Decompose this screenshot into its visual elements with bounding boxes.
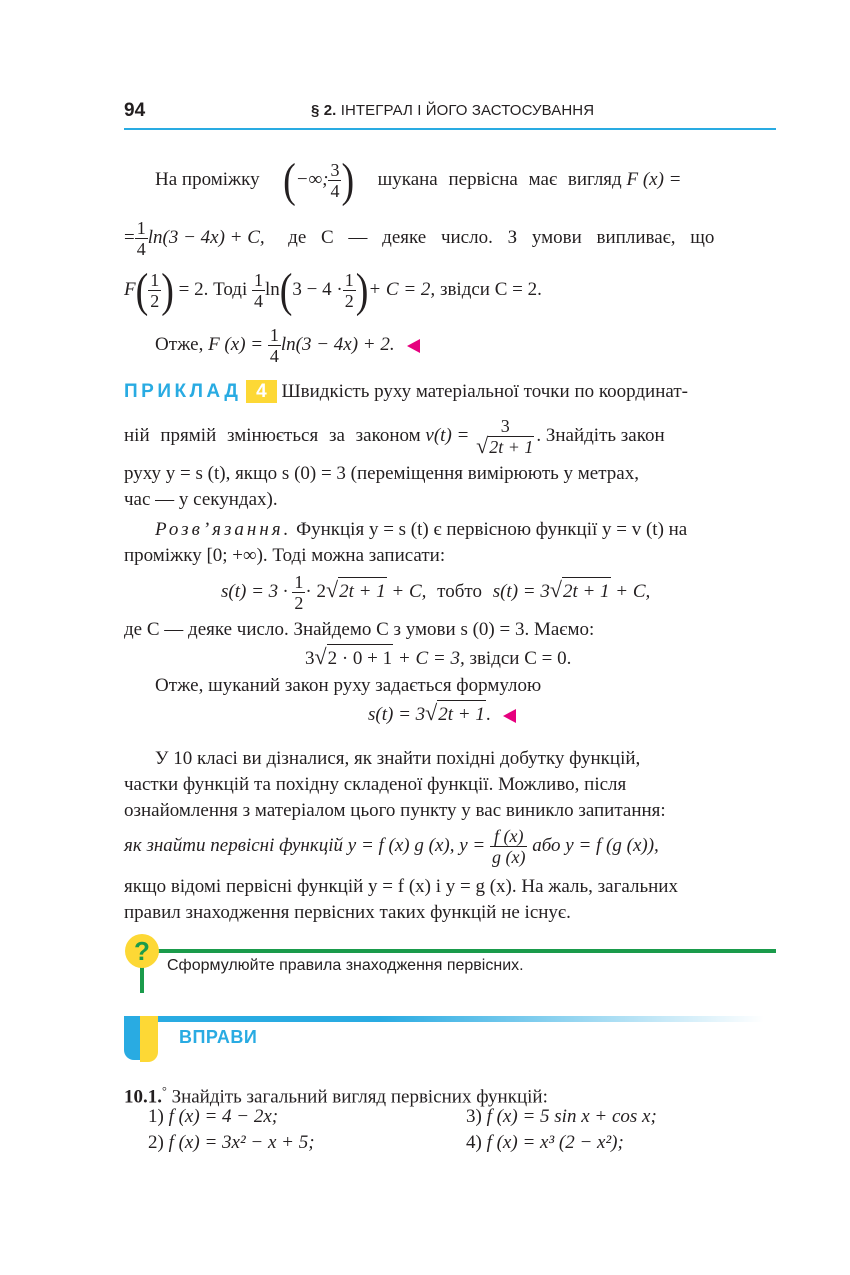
item-number: 3) bbox=[466, 1106, 482, 1127]
formula-part: · 2 bbox=[305, 580, 326, 602]
example-text: Швидкість руху матеріальної точки по координат- bbox=[281, 381, 688, 402]
solution-formula-3 bbox=[368, 699, 668, 729]
discussion-line-2: частки функцій та похідну складеної функції. Можливо, після bbox=[124, 774, 627, 795]
paren-open: ( bbox=[279, 264, 293, 317]
F-of-x: F (x) = bbox=[208, 333, 264, 355]
discussion-line-6: правил знаходження первісних таких функцій не існує. bbox=[124, 902, 571, 923]
example-line-2 bbox=[124, 416, 784, 457]
discussion-line-4 bbox=[124, 826, 784, 867]
discussion-line-3: ознайомлення з матеріалом цього пункту у вас виникло запитання: bbox=[124, 800, 666, 821]
solution-formula-1 bbox=[221, 572, 781, 613]
sqrt-icon: √ bbox=[425, 700, 438, 725]
task-number: 10.1. bbox=[124, 1086, 162, 1108]
solution-formula-2 bbox=[305, 643, 725, 673]
intro-text-c: де C — деяке число. З умови випливає, що bbox=[288, 226, 715, 248]
solution-line-2: проміжку [0; +∞). Тоді можна записати: bbox=[124, 545, 446, 566]
radicand: 2 · 0 + 1 bbox=[327, 644, 394, 673]
sqrt-icon: √ bbox=[314, 644, 327, 669]
formula-part: + C, bbox=[615, 580, 651, 602]
exercise-item bbox=[466, 1129, 624, 1157]
intro-line-1 bbox=[155, 154, 780, 207]
equals-2: = 2. bbox=[178, 278, 209, 300]
page-number: 94 bbox=[124, 100, 146, 121]
formula-part: + C, bbox=[391, 580, 427, 602]
question-rule bbox=[155, 949, 776, 953]
example-text-b: ній прямій змінюється за законом bbox=[124, 424, 421, 446]
exercise-item bbox=[148, 1129, 315, 1157]
inner-expr: 3 − 4 · bbox=[292, 278, 343, 300]
formula-part: s(t) = 3 · bbox=[221, 580, 288, 602]
solution-line-1 bbox=[155, 516, 785, 544]
formula-part: + C = 3, bbox=[397, 648, 465, 669]
then-word: Тоді bbox=[213, 278, 248, 300]
question-part-b: або y = f (g (x)), bbox=[532, 834, 659, 856]
section-mark: § 2. bbox=[311, 102, 337, 119]
sqrt-icon: √ bbox=[476, 433, 489, 458]
radicand: 2t + 1 bbox=[437, 700, 486, 729]
formula-part: 3 bbox=[305, 648, 315, 669]
end-marker-icon bbox=[503, 709, 516, 723]
final-expression: ln(3 − 4x) + 2. bbox=[280, 333, 395, 355]
header-rule bbox=[124, 128, 776, 130]
fraction-3-4: $\frac{3}{4}$ bbox=[330, 160, 340, 201]
solution-line-3: де C — деяке число. Знайдемо C з умови s (0) = 3. Маємо: bbox=[124, 619, 595, 640]
question-text: Сформулюйте правила знаходження первісних. bbox=[167, 957, 524, 974]
y-equals: y = bbox=[459, 834, 486, 856]
plus-C: + C = 2, bbox=[368, 278, 436, 300]
example-number-badge: 4 bbox=[246, 380, 277, 403]
ln-expression: ln(3 − 4x) + C, bbox=[147, 226, 265, 248]
exercises-tab-blue bbox=[124, 1016, 140, 1060]
exercises-tab-yellow bbox=[140, 1016, 158, 1062]
example-line-3: руху y = s (t), якщо s (0) = 3 (переміщення вимірюють у метрах, bbox=[124, 463, 639, 484]
item-expression: f (x) = x³ (2 − x²); bbox=[486, 1132, 624, 1153]
paren-open: ( bbox=[135, 264, 149, 317]
exercises-bar bbox=[124, 1016, 764, 1022]
interval-start: −∞; bbox=[295, 168, 329, 190]
hence-text: звідси C = 0. bbox=[469, 648, 572, 669]
running-head bbox=[311, 102, 594, 119]
item-expression: f (x) = 3x² − x + 5; bbox=[168, 1132, 315, 1153]
fraction-1-4: $\frac{1}{4}$ bbox=[253, 270, 263, 311]
intro-text: На проміжку bbox=[155, 168, 260, 190]
exercise-item bbox=[148, 1103, 278, 1131]
velocity-fraction: 3 √2t + 1 bbox=[476, 416, 534, 458]
item-number: 1) bbox=[148, 1106, 164, 1127]
intro-line-2 bbox=[124, 218, 784, 259]
hence-text: звідси C = 2. bbox=[439, 278, 542, 300]
period: . bbox=[485, 704, 491, 725]
exercise-item bbox=[466, 1103, 657, 1131]
item-expression: f (x) = 4 − 2x; bbox=[168, 1106, 279, 1127]
example-label: ПРИКЛАД bbox=[124, 381, 242, 402]
paren-close: ) bbox=[161, 264, 174, 317]
formula-part: s(t) = 3 bbox=[492, 580, 550, 602]
exercises-heading: ВПРАВИ bbox=[179, 1027, 258, 1047]
question-part: як знайти первісні функцій y = f (x) g (x), bbox=[124, 834, 455, 856]
F-symbol: F bbox=[124, 278, 136, 300]
example-text-c: . Знайдіть закон bbox=[536, 424, 665, 446]
formula-part: s(t) = 3 bbox=[368, 704, 426, 725]
sqrt-icon: √ bbox=[325, 576, 339, 602]
section-title: ІНТЕГРАЛ І ЙОГО ЗАСТОСУВАННЯ bbox=[340, 102, 595, 119]
F-of-x: F (x) = bbox=[626, 168, 682, 190]
discussion-line-1: У 10 класі ви дізналися, як знайти похідні добутку функцій, bbox=[155, 748, 641, 769]
item-expression: f (x) = 5 sin x + cos x; bbox=[486, 1106, 657, 1127]
v-of-t: v(t) = bbox=[425, 424, 470, 446]
paren-open: ( bbox=[283, 154, 296, 207]
task-text: Знайдіть загальний вигляд первісних функцій: bbox=[171, 1086, 548, 1108]
example-line-4: час — у секундах). bbox=[124, 489, 278, 510]
fraction-1-4: $\frac{1}{4}$ bbox=[269, 325, 279, 366]
intro-line-3 bbox=[124, 264, 784, 317]
equals: = bbox=[124, 226, 135, 248]
discussion-line-5: якщо відомі первісні функцій y = f (x) і y = g (x). На жаль, загальних bbox=[124, 876, 678, 897]
solution-text: Функція y = s (t) є первісною функції y = v (t) на bbox=[296, 519, 688, 540]
fraction-1-4: $\frac{1}{4}$ bbox=[136, 218, 146, 259]
radicand: 2t + 1 bbox=[562, 577, 611, 606]
item-number: 4) bbox=[466, 1132, 482, 1153]
sqrt-icon: √ bbox=[549, 576, 562, 602]
therefore-word: Отже, bbox=[155, 333, 204, 355]
intro-text-b: шукана первісна має вигляд bbox=[377, 168, 622, 190]
question-mark-icon: ? bbox=[125, 934, 159, 968]
paren-close: ) bbox=[341, 154, 355, 207]
ln: ln bbox=[264, 278, 280, 300]
item-number: 2) bbox=[148, 1132, 164, 1153]
fraction-1-2: $\frac{1}{2}$ bbox=[294, 572, 304, 613]
fraction-f-over-g: $\frac{f (x)}{g (x)}$ bbox=[491, 826, 526, 867]
fraction-1-2: $\frac{1}{2}$ bbox=[150, 270, 160, 311]
fraction-1-2: $\frac{1}{2}$ bbox=[344, 270, 354, 311]
example-line-1 bbox=[124, 378, 784, 406]
solution-line-4: Отже, шуканий закон руху задається формулою bbox=[155, 675, 542, 696]
solution-label: Розв’язання. bbox=[155, 519, 292, 540]
that-is-word: тобто bbox=[437, 580, 482, 602]
paren-close: ) bbox=[355, 264, 369, 317]
end-marker-icon bbox=[407, 339, 420, 353]
degree-mark: ° bbox=[162, 1084, 167, 1098]
radicand: 2t + 1 bbox=[338, 577, 387, 606]
intro-line-4 bbox=[155, 325, 775, 366]
